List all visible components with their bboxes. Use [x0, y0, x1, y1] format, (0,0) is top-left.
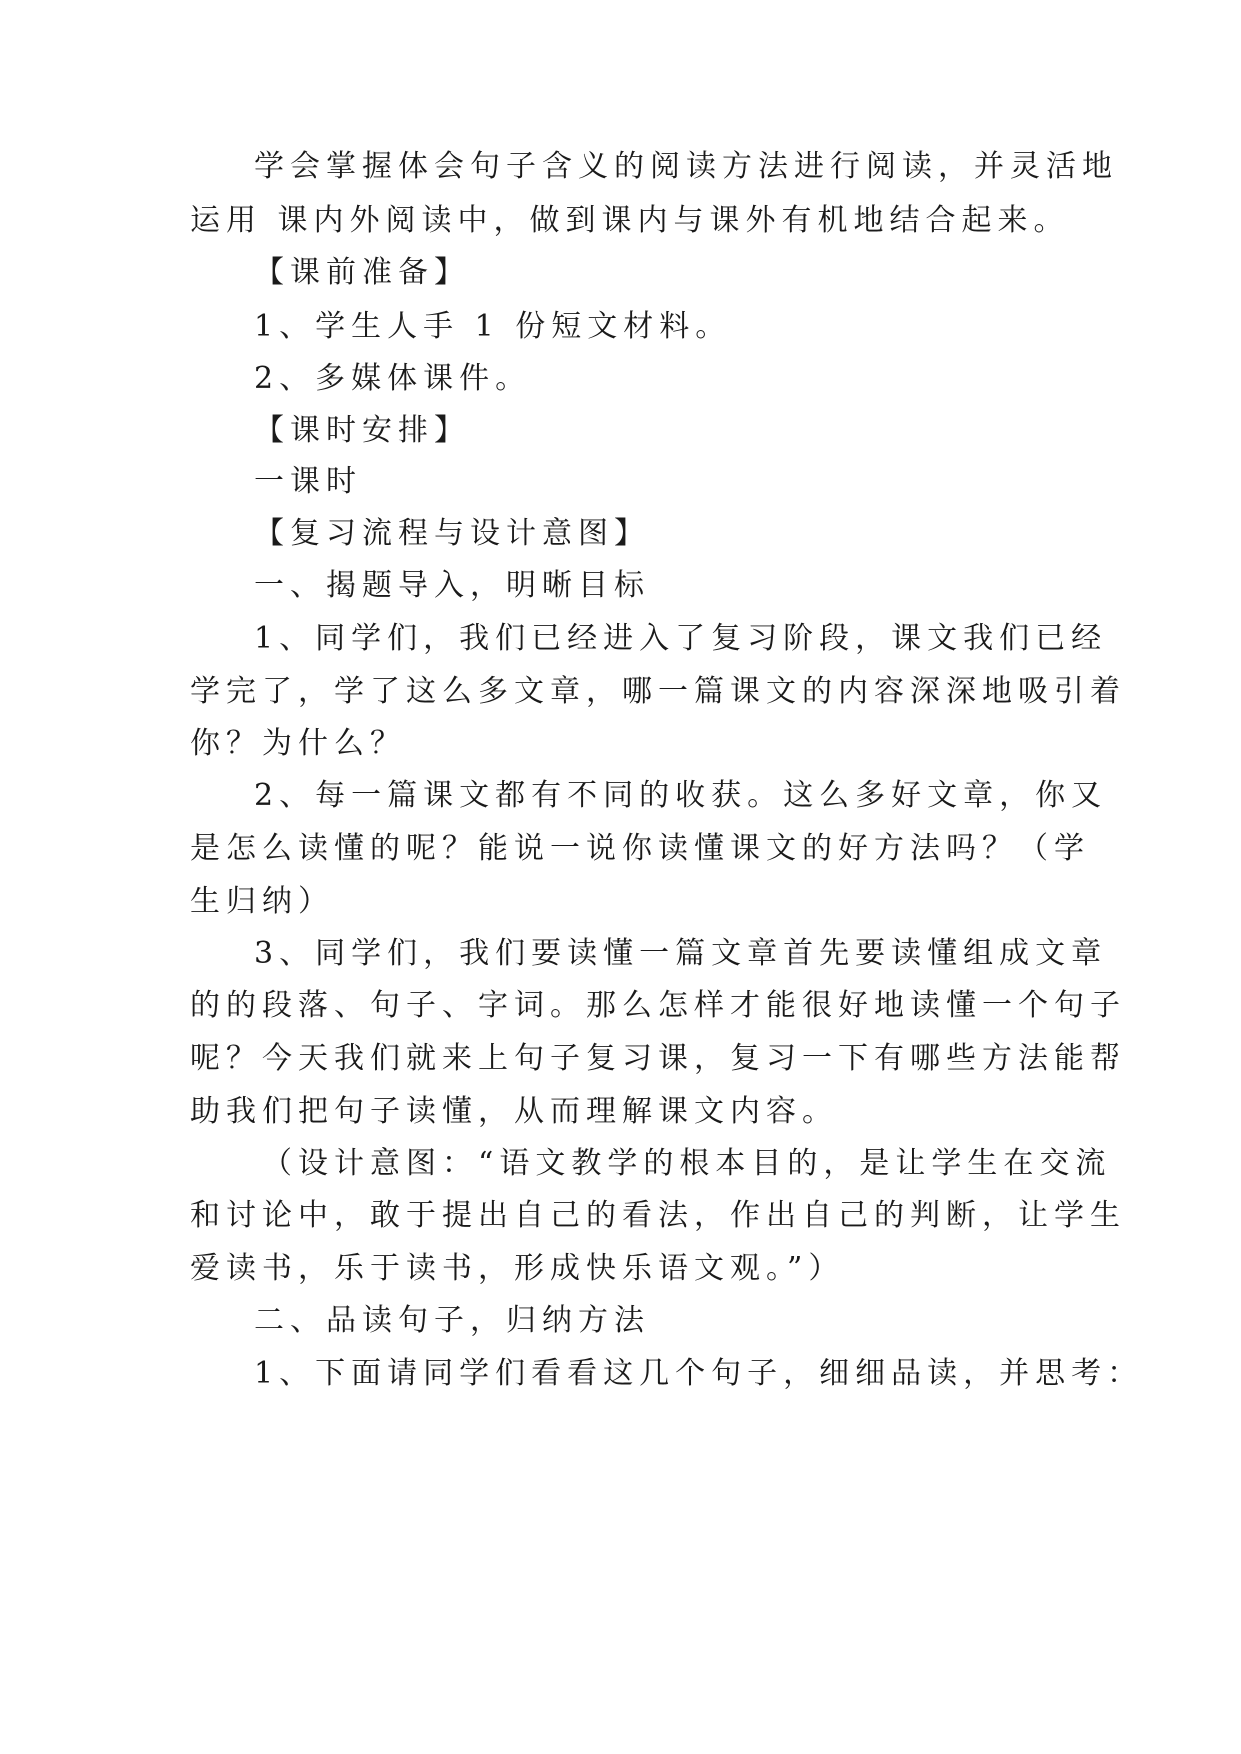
paragraph-line: 学完了，学了这么多文章，哪一篇课文的内容深深地吸引着: [190, 674, 1126, 709]
paragraph-line: 3、同学们，我们要读懂一篇文章首先要读懂组成文章: [254, 936, 1108, 971]
paragraph-line: 是怎么读懂的呢？能说一说你读懂课文的好方法吗？（学: [190, 831, 1090, 866]
subsection-heading: 二、品读句子，归纳方法: [254, 1303, 650, 1338]
design-intent-line: 和讨论中，敢于提出自己的看法，作出自己的判断，让学生: [190, 1198, 1126, 1233]
section-heading: 【课前准备】: [254, 255, 470, 290]
section-heading: 【复习流程与设计意图】: [254, 516, 650, 551]
paragraph-line: 生归纳）: [190, 884, 334, 919]
paragraph-line: 1、下面请同学们看看这几个句子，细细品读，并思考：: [254, 1356, 1144, 1391]
paragraph-line: 呢？今天我们就来上句子复习课，复习一下有哪些方法能帮: [190, 1041, 1126, 1076]
paragraph-line: 运用 课内外阅读中，做到课内与课外有机地结合起来。: [190, 203, 1070, 238]
paragraph-line: 的的段落、句子、字词。那么怎样才能很好地读懂一个句子: [190, 988, 1126, 1023]
section-heading: 【课时安排】: [254, 413, 470, 448]
paragraph-line: 学会掌握体会句子含义的阅读方法进行阅读，并灵活地: [254, 149, 1118, 184]
list-item: 1、学生人手 1 份短文材料。: [254, 309, 732, 344]
paragraph-line: 一课时: [254, 464, 362, 499]
design-intent-line: （设计意图：“语文教学的根本目的，是让学生在交流: [262, 1146, 1112, 1181]
paragraph-line: 助我们把句子读懂，从而理解课文内容。: [190, 1094, 838, 1129]
list-item: 2、多媒体课件。: [254, 361, 532, 396]
design-intent-line: 爱读书，乐于读书，形成快乐语文观。”）: [190, 1251, 845, 1286]
paragraph-line: 1、同学们，我们已经进入了复习阶段，课文我们已经: [254, 621, 1108, 656]
subsection-heading: 一、揭题导入，明晰目标: [254, 568, 650, 603]
paragraph-line: 你？为什么？: [190, 726, 406, 761]
paragraph-line: 2、每一篇课文都有不同的收获。这么多好文章，你又: [254, 778, 1108, 813]
